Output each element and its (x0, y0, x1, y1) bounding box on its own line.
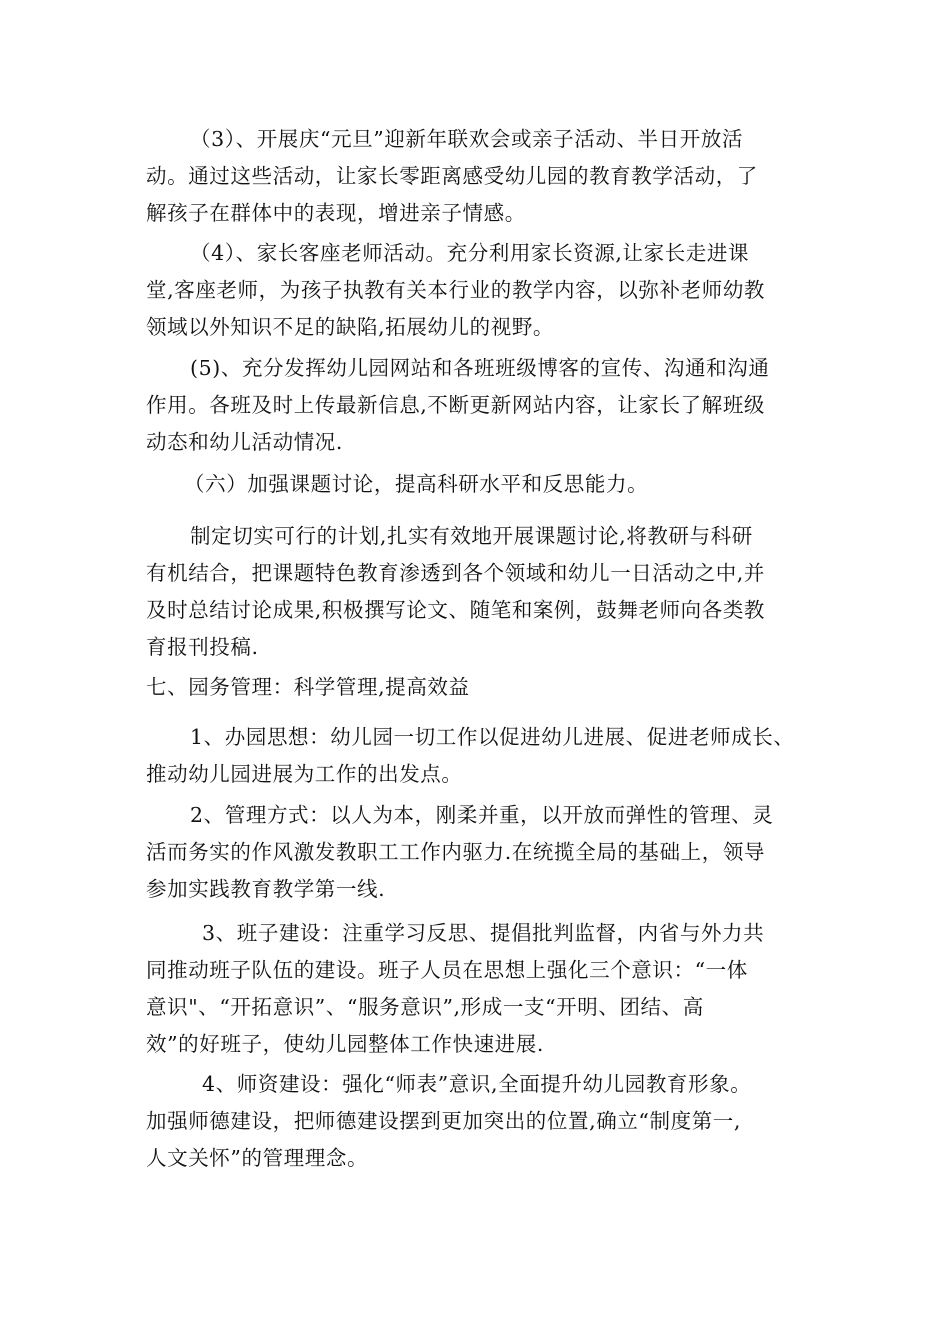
text-line: 1、办园思想：幼儿园一切工作以促进幼儿进展、促进老师成长、 (190, 725, 795, 749)
text-line: （4）、家长客座老师活动。充分利用家长资源,让家长走进课 (190, 241, 750, 265)
section-heading-management (146, 669, 811, 706)
text-line: 作用。各班及时上传最新信息,不断更新网站内容，让家长了解班级 (146, 393, 766, 417)
text-line: 及时总结讨论成果,积极撰写论文、随笔和案例，鼓舞老师向各类教 (146, 598, 766, 622)
paragraph-philosophy (146, 719, 811, 793)
text-line: 效”的好班子，使幼儿园整体工作快速进展. (146, 1032, 544, 1056)
paragraph-research-plan (146, 518, 811, 666)
text-line: 制定切实可行的计划,扎实有效地开展课题讨论,将教研与科研 (190, 524, 753, 548)
text-line: 3、班子建设：注重学习反思、提倡批判监督，内省与外力共 (202, 921, 765, 945)
paragraph-parent-activities (146, 121, 811, 232)
text-line: （3）、开展庆“元旦”迎新年联欢会或亲子活动、半日开放活 (190, 127, 744, 151)
section-heading-research (146, 466, 811, 503)
text-line: 人文关怀”的管理理念。 (146, 1146, 369, 1170)
text-line: 4、师资建设：强化“师表”意识,全面提升幼儿园教育形象。 (202, 1072, 752, 1096)
text-line: 意识"、“开拓意识”、“服务意识”,形成一支“开明、团结、高 (146, 995, 704, 1019)
text-line: 解孩子在群体中的表现，增进亲子情感。 (146, 201, 526, 225)
text-line: 动态和幼儿活动情况. (146, 430, 344, 454)
text-line: 七、园务管理：科学管理,提高效益 (146, 675, 470, 699)
paragraph-team-building (146, 915, 811, 1063)
text-line: 堂,客座老师，为孩子执教有关本行业的教学内容，以弥补老师幼教 (146, 278, 766, 302)
text-line: 同推动班子队伍的建设。班子人员在思想上强化三个意识：“一体 (146, 958, 748, 982)
text-line: 领域以外知识不足的缺陷,拓展幼儿的视野。 (146, 315, 555, 339)
text-line: 动。通过这些活动，让家长零距离感受幼儿园的教育教学活动，了 (146, 164, 758, 188)
text-line: 育报刊投稿. (146, 635, 259, 659)
text-line: （六）加强课题讨论，提高科研水平和反思能力。 (184, 472, 649, 496)
text-line: 推动幼儿园进展为工作的出发点。 (146, 762, 463, 786)
paragraph-management-style (146, 797, 811, 908)
text-line: 活而务实的作风激发教职工工作内驱力.在统揽全局的基础上，领导 (146, 840, 766, 864)
paragraph-website-blog (146, 350, 811, 461)
text-line: (5)、充分发挥幼儿园网站和各班班级博客的宣传、沟通和沟通 (190, 356, 770, 380)
paragraph-guest-teacher (146, 235, 811, 346)
paragraph-teacher-development (146, 1066, 811, 1177)
text-line: 参加实践教育教学第一线. (146, 877, 386, 901)
text-line: 有机结合，把课题特色教育渗透到各个领域和幼儿一日活动之中,并 (146, 561, 766, 585)
text-line: 2、管理方式：以人为本，刚柔并重，以开放而弹性的管理、灵 (190, 803, 774, 827)
text-line: 加强师德建设，把师德建设摆到更加突出的位置,确立“制度第一, (146, 1109, 742, 1133)
